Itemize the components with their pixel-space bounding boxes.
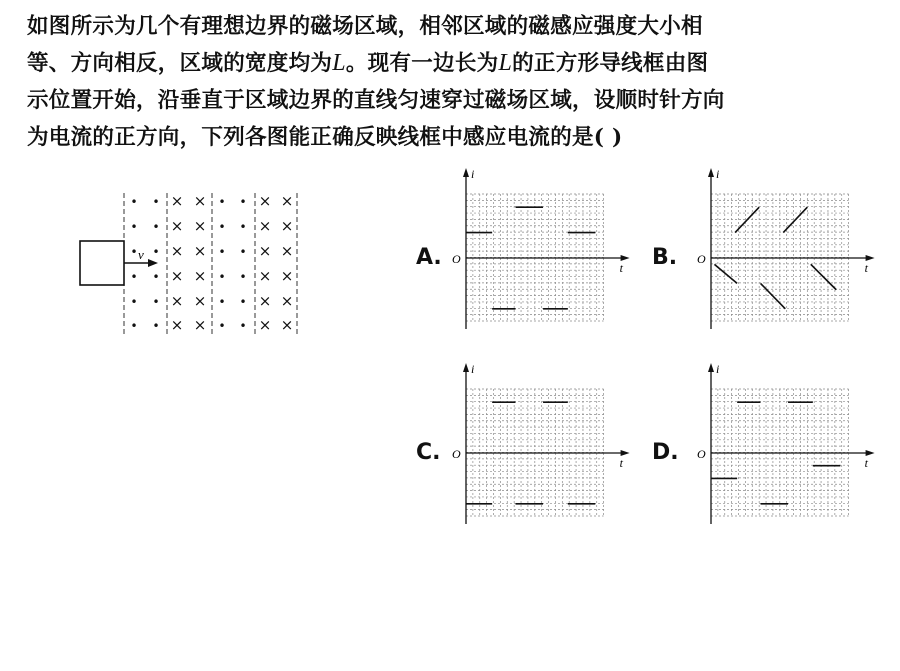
field-dot-mark: • <box>130 319 138 333</box>
graph-option-c <box>452 362 630 524</box>
option-c-label[interactable]: C. <box>416 440 441 465</box>
field-dot-mark: • <box>239 220 247 234</box>
x-axis-label: t <box>619 261 623 275</box>
graph-option-d <box>697 362 875 524</box>
question-line-4: 为电流的正方向，下列各图能正确反映线框中感应电流的是( ) <box>27 125 623 150</box>
variable-L: L <box>332 50 346 76</box>
question-line-1: 如图所示为几个有理想边界的磁场区域，相邻区域的磁感应强度大小相 <box>27 14 703 39</box>
field-cross-mark: × <box>258 242 272 260</box>
field-dot-mark: • <box>218 270 226 284</box>
field-cross-mark: × <box>170 192 184 210</box>
y-axis-label: i <box>471 167 475 181</box>
field-cross-mark: × <box>193 292 207 310</box>
field-dot-mark: • <box>130 295 138 309</box>
field-cross-mark: × <box>193 192 207 210</box>
field-cross-mark: × <box>258 192 272 210</box>
y-axis-arrowhead <box>463 363 469 372</box>
current-segment <box>714 264 737 283</box>
field-cross-mark: × <box>280 217 294 235</box>
x-axis-label: t <box>864 456 868 470</box>
y-axis-label: i <box>716 167 720 181</box>
y-axis-arrowhead <box>708 363 714 372</box>
field-dot-mark: • <box>130 245 138 259</box>
question-line-3: 示位置开始，沿垂直于区域边界的直线匀速穿过磁场区域，设顺时针方向 <box>27 88 725 113</box>
field-cross-mark: × <box>193 242 207 260</box>
option-a-label[interactable]: A. <box>416 245 442 270</box>
variable-L-2: L <box>498 50 513 76</box>
field-cross-mark: × <box>170 316 184 334</box>
field-dot-mark: • <box>239 195 247 209</box>
origin-label: O <box>697 252 706 266</box>
question-line-2c: 的正方形导线框由图 <box>512 51 709 76</box>
y-axis-label: i <box>471 362 475 376</box>
x-axis-label: t <box>619 456 623 470</box>
field-dot-mark: • <box>152 295 160 309</box>
field-dot-mark: • <box>218 220 226 234</box>
origin-label: O <box>452 447 461 461</box>
current-segment <box>811 264 836 289</box>
field-dot-mark: • <box>152 319 160 333</box>
field-dot-mark: • <box>130 270 138 284</box>
field-cross-mark: × <box>193 217 207 235</box>
field-cross-mark: × <box>280 292 294 310</box>
field-dot-mark: • <box>239 295 247 309</box>
field-cross-mark: × <box>170 242 184 260</box>
field-dot-mark: • <box>239 270 247 284</box>
field-dot-mark: • <box>152 270 160 284</box>
field-cross-mark: × <box>193 316 207 334</box>
graph-option-a <box>452 167 630 329</box>
option-d-label[interactable]: D. <box>652 440 679 465</box>
field-dot-mark: • <box>218 195 226 209</box>
field-dot-mark: • <box>152 195 160 209</box>
field-cross-mark: × <box>258 316 272 334</box>
y-axis-arrowhead <box>708 168 714 177</box>
field-cross-mark: × <box>280 242 294 260</box>
option-b-label[interactable]: B. <box>652 245 678 270</box>
field-cross-mark: × <box>280 192 294 210</box>
velocity-label: v <box>138 247 144 262</box>
field-dot-mark: • <box>152 220 160 234</box>
origin-label: O <box>697 447 706 461</box>
field-dot-mark: • <box>218 295 226 309</box>
field-dot-mark: • <box>239 319 247 333</box>
field-cross-mark: × <box>258 217 272 235</box>
field-cross-mark: × <box>170 217 184 235</box>
graph-option-b <box>697 167 875 329</box>
field-dot-mark: • <box>218 245 226 259</box>
field-cross-mark: × <box>280 316 294 334</box>
field-cross-mark: × <box>170 267 184 285</box>
field-dot-mark: • <box>130 195 138 209</box>
question-line-2a: 等、方向相反，区域的宽度均为 <box>27 51 333 76</box>
y-axis-arrowhead <box>463 168 469 177</box>
origin-label: O <box>452 252 461 266</box>
field-cross-mark: × <box>258 267 272 285</box>
field-cross-mark: × <box>258 292 272 310</box>
field-cross-mark: × <box>193 267 207 285</box>
y-axis-label: i <box>716 362 720 376</box>
field-cross-mark: × <box>170 292 184 310</box>
field-cross-mark: × <box>280 267 294 285</box>
x-axis-label: t <box>864 261 868 275</box>
field-dot-mark: • <box>218 319 226 333</box>
question-line-2b: 。现有一边长为 <box>345 51 499 76</box>
field-dot-mark: • <box>239 245 247 259</box>
field-dot-mark: • <box>130 220 138 234</box>
field-dot-mark: • <box>152 245 160 259</box>
